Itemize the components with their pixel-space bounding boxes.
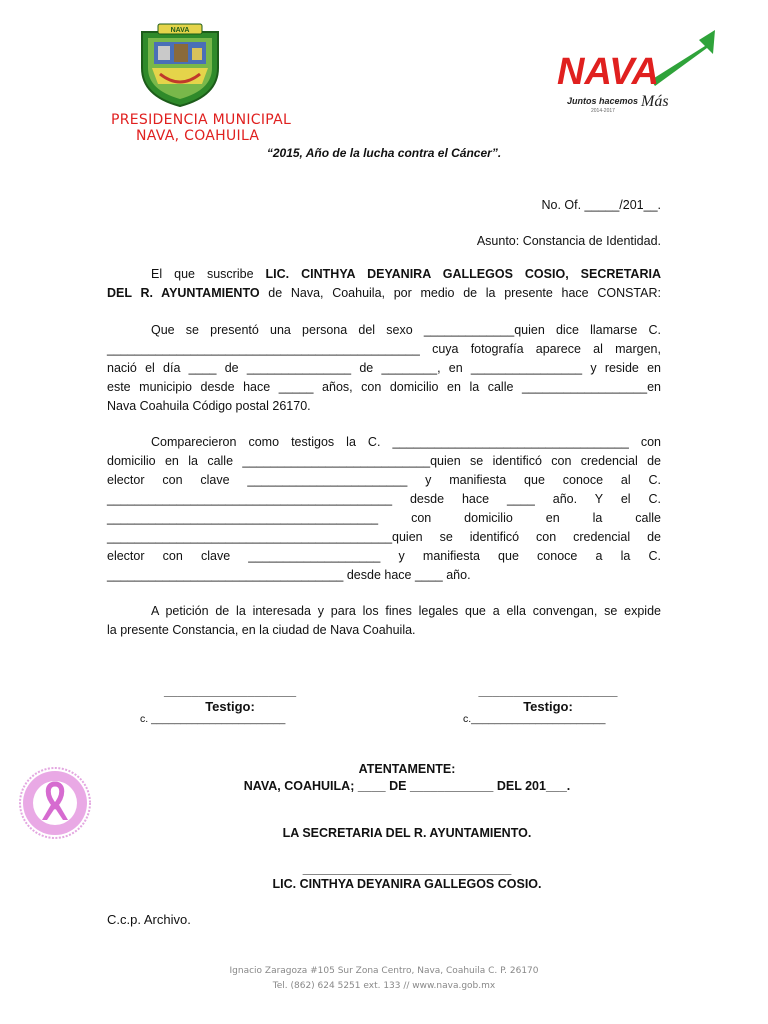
- intro-post: de Nava, Coahuila, por medio de la presente hace CONSTAR:: [259, 286, 661, 300]
- paragraph-line: _________________________________________quien se identificó con credencial de: [107, 530, 661, 544]
- brand-more: Más: [641, 93, 669, 110]
- intro-paragraph: [107, 265, 661, 303]
- intro-bold-2: DEL R. AYUNTAMIENTO: [107, 286, 260, 300]
- paragraph-line: _______________________________________ con domicilio en la calle: [107, 511, 661, 525]
- paragraph-line: __________________________________ desde hace ____ año.: [107, 568, 471, 582]
- brand-name: NAVA: [557, 51, 660, 93]
- paragraph-line: Que se presentó una persona del sexo _____________quien dice llamarse C.: [151, 323, 661, 337]
- municipal-crest-logo: [136, 22, 224, 108]
- brand-tagline: Juntos hacemos: [567, 96, 639, 106]
- nava-brand-logo: [555, 28, 717, 114]
- witness-left-name-line: c. _______________________: [140, 713, 286, 725]
- footer-contact: Tel. (862) 624 5251 ext. 133 // www.nava.gob.mx: [272, 981, 496, 991]
- brand-years: 2014-2017: [591, 108, 615, 114]
- paragraph-line: A petición de la interesada y para los fines legales que a ella convengan, se expide: [151, 604, 661, 618]
- paragraph-line: _________________________________________ desde hace ____ año. Y el C.: [107, 492, 661, 506]
- paragraph-line: elector con clave _______________________ y manifiesta que conoce al C.: [107, 473, 661, 487]
- witnesses-paragraph: [107, 433, 661, 585]
- closing-paragraph: [107, 602, 661, 640]
- crest-banner-text: NAVA: [170, 27, 190, 34]
- paragraph-line: _____________________________________________ cuya fotografía aparece al margen,: [107, 342, 661, 356]
- intro-bold-1: LIC. CINTHYA DEYANIRA GALLEGOS COSIO, SECRETARIA: [265, 267, 661, 281]
- paragraph-line: Nava Coahuila Código postal 26170.: [107, 399, 311, 413]
- municipality-title: PRESIDENCIA MUNICIPAL: [111, 112, 292, 128]
- witness-right-name-line: c._______________________: [463, 713, 606, 725]
- subject-line: Asunto: Constancia de Identidad.: [476, 234, 661, 248]
- person-paragraph: [107, 321, 661, 416]
- witness-left-label: Testigo:: [205, 699, 255, 714]
- witness-right-label: Testigo:: [523, 699, 573, 714]
- paragraph-line: este municipio desde hace _____ años, con domicilio en la calle __________________en: [107, 380, 661, 394]
- footer-address: Ignacio Zaragoza #105 Sur Zona Centro, Nava, Coahuila C. P. 26170: [229, 966, 539, 976]
- secretary-name: LIC. CINTHYA DEYANIRA GALLEGOS COSIO.: [272, 877, 542, 891]
- motto: “2015, Año de la lucha contra el Cáncer”.: [266, 146, 502, 160]
- date-line: NAVA, COAHUILA; ____ DE ____________ DEL 201___.: [243, 779, 571, 793]
- atentamente-label: ATENTAMENTE:: [358, 762, 456, 776]
- intro-pre: El que suscribe: [151, 267, 266, 281]
- signature-line: ______________________________: [302, 862, 512, 876]
- secretary-title: LA SECRETARIA DEL R. AYUNTAMIENTO.: [282, 826, 532, 840]
- office-number: No. Of. _____/201__.: [541, 198, 661, 212]
- ccp-archive: C.c.p. Archivo.: [107, 912, 191, 927]
- paragraph-line: elector con clave ___________________ y manifiesta que conoce a la C.: [107, 549, 661, 563]
- paragraph-line: Comparecieron como testigos la C. __________________________________ con: [151, 435, 661, 449]
- paragraph-line: la presente Constancia, en la ciudad de Nava Coahuila.: [107, 623, 416, 637]
- paragraph-line: nació el día ____ de _______________ de ________, en ________________ y reside en: [107, 361, 661, 375]
- paragraph-line: domicilio en la calle ___________________________quien se identificó con credencial de: [107, 454, 661, 468]
- municipality-subtitle: NAVA, COAHUILA: [136, 128, 260, 144]
- witness-left-line: ___________________: [163, 684, 297, 698]
- witness-right-line: ____________________: [478, 684, 618, 698]
